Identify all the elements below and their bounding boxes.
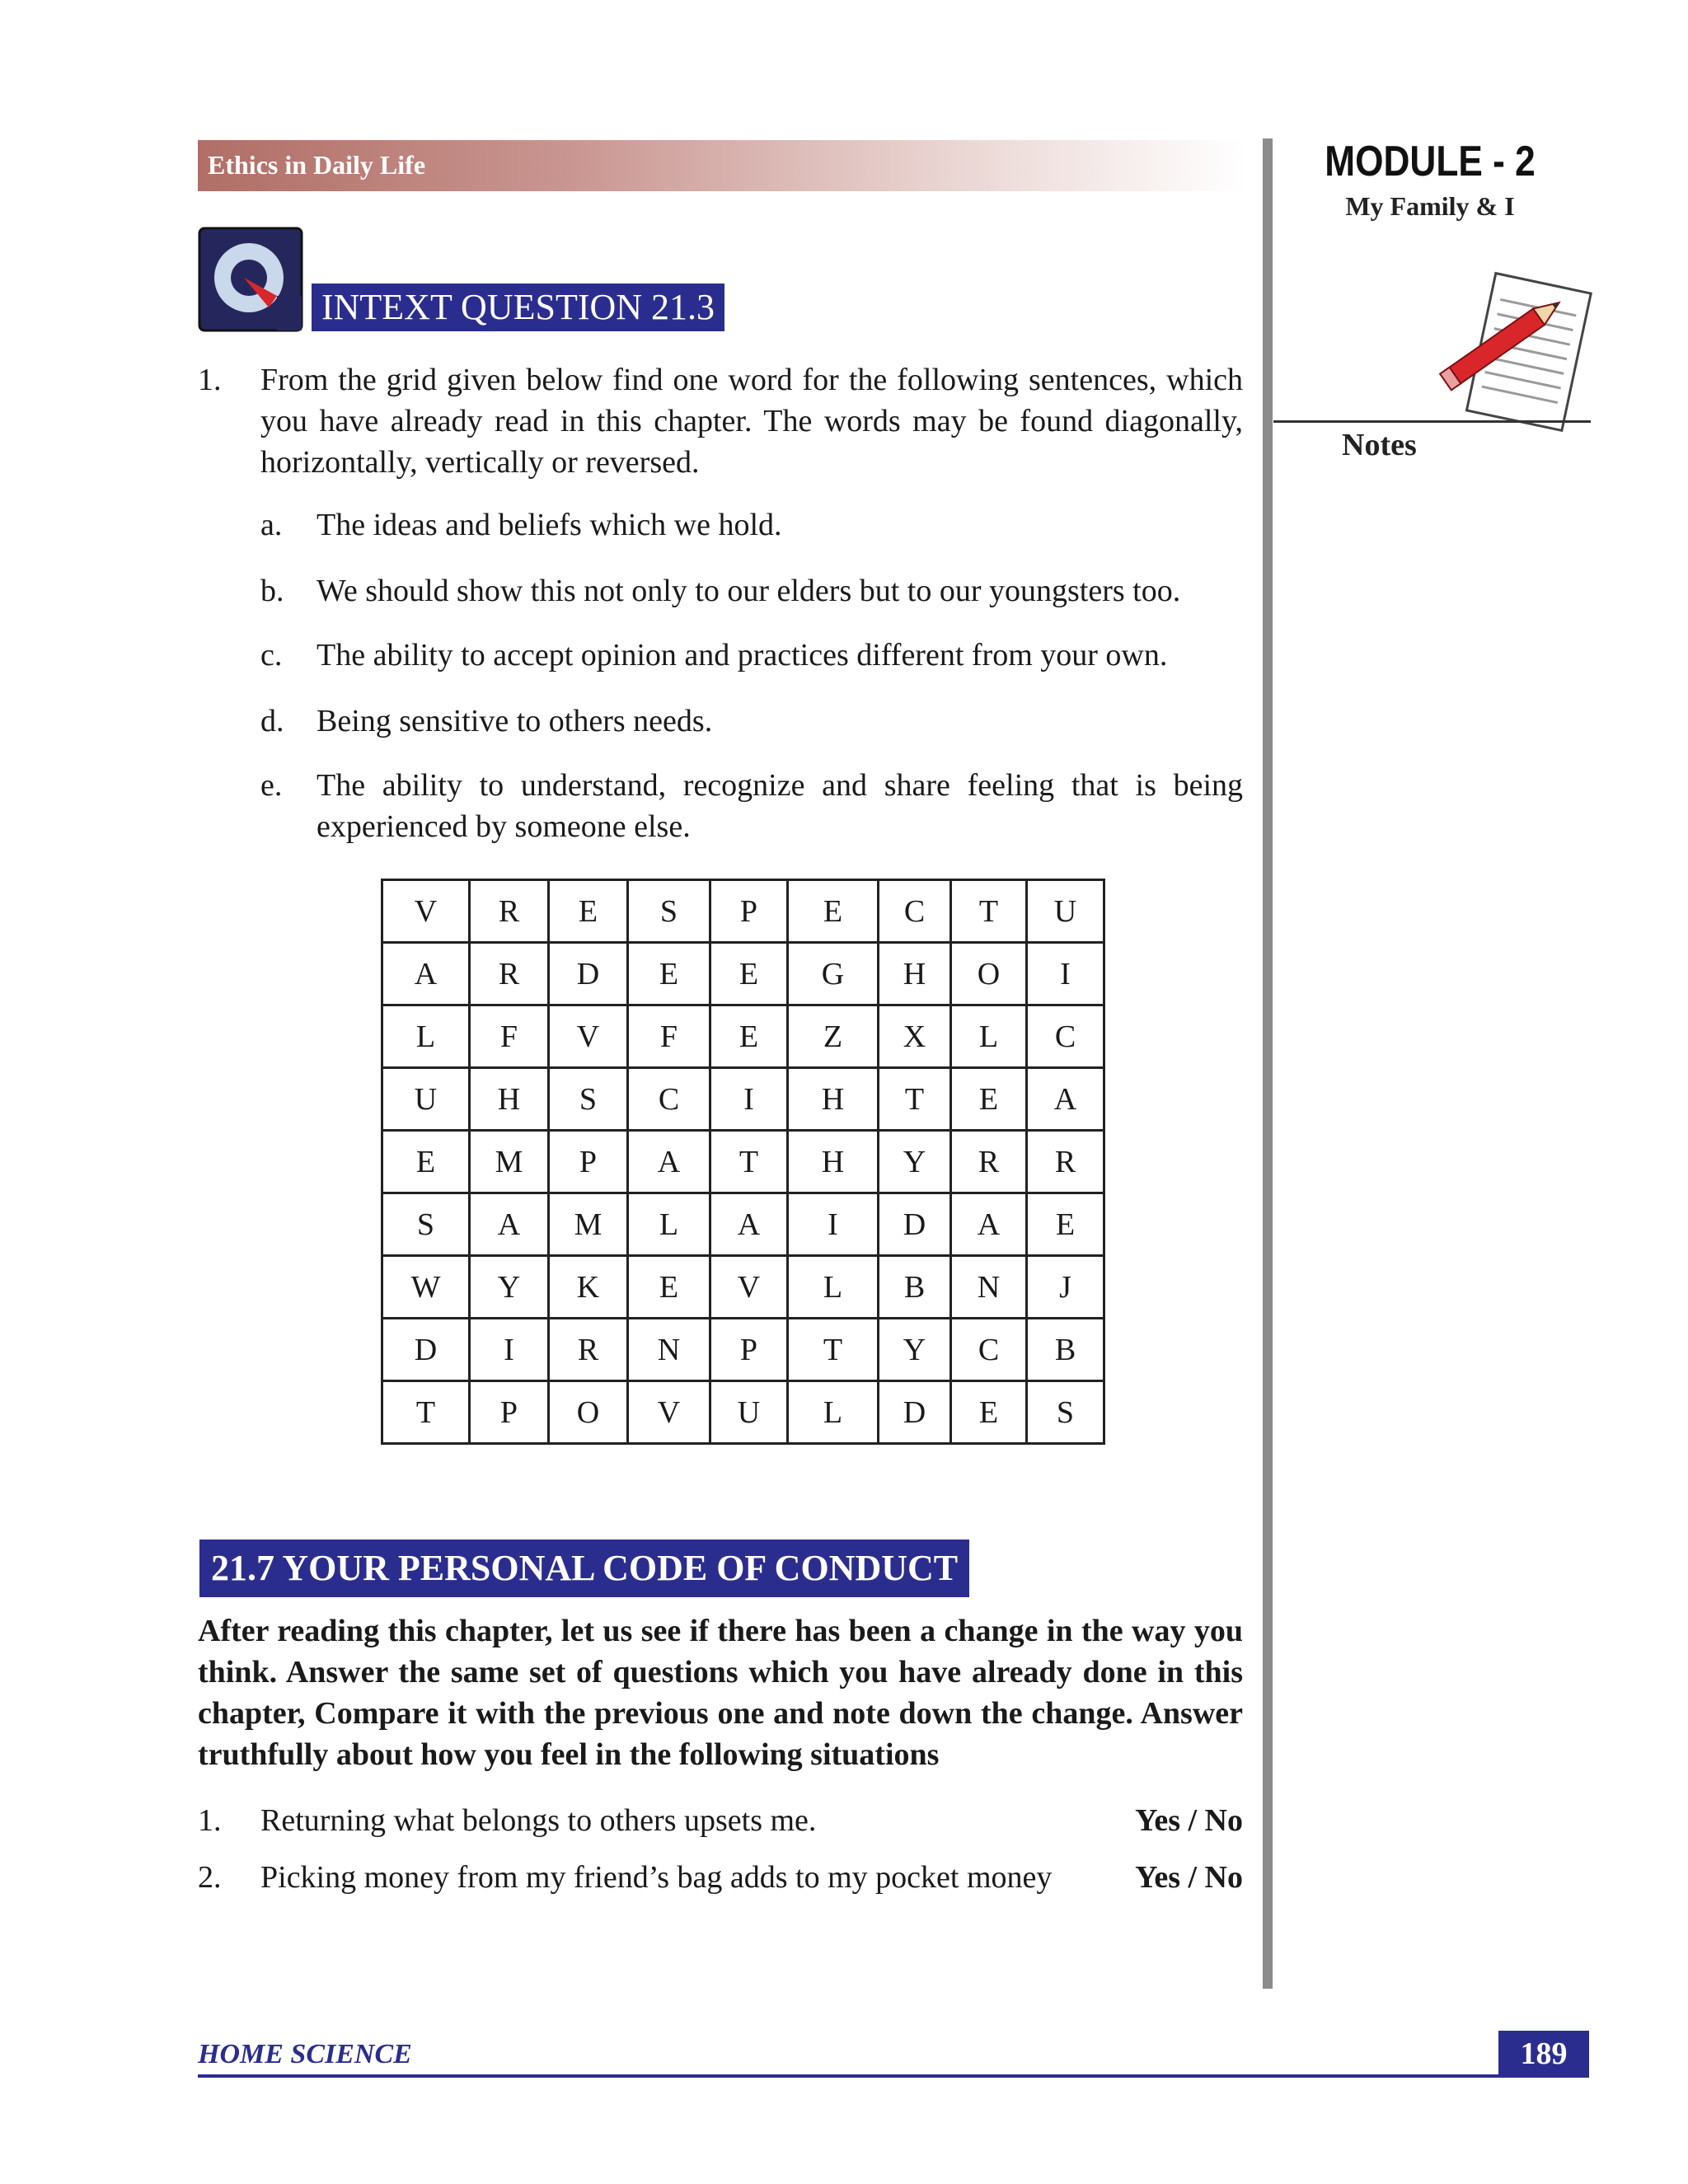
grid-cell: A bbox=[382, 943, 470, 1005]
grid-cell: O bbox=[951, 943, 1027, 1005]
item-letter: c. bbox=[260, 638, 283, 673]
grid-row bbox=[382, 1381, 1104, 1444]
grid-cell: I bbox=[470, 1319, 549, 1381]
grid-cell: M bbox=[470, 1131, 549, 1193]
intext-question-heading: INTEXT QUESTION 21.3 bbox=[312, 284, 724, 331]
grid-cell: D bbox=[549, 943, 628, 1005]
grid-cell: E bbox=[951, 1381, 1027, 1444]
module-title: MODULE - 2 bbox=[1325, 138, 1536, 185]
grid-row bbox=[382, 880, 1104, 943]
grid-cell: C bbox=[1027, 1005, 1104, 1068]
notes-divider bbox=[1273, 420, 1591, 423]
margin-divider bbox=[1263, 138, 1273, 1989]
statement-number: 2. bbox=[198, 1860, 222, 1895]
item-letter: a. bbox=[260, 508, 283, 542]
grid-cell: N bbox=[628, 1319, 710, 1381]
grid-cell: P bbox=[470, 1381, 549, 1444]
grid-cell: H bbox=[879, 943, 951, 1005]
item-text: The ability to accept opinion and practices different from your own. bbox=[316, 638, 1168, 673]
grid-cell: L bbox=[628, 1193, 710, 1256]
word-search-grid bbox=[381, 879, 1105, 1445]
grid-cell: Y bbox=[470, 1256, 549, 1319]
grid-row bbox=[382, 943, 1104, 1005]
grid-cell: A bbox=[710, 1193, 788, 1256]
item-text: We should show this not only to our elders but to our youngsters too. bbox=[316, 574, 1181, 608]
module-subtitle: My Family & I bbox=[1345, 191, 1515, 221]
grid-cell: S bbox=[549, 1068, 628, 1131]
grid-cell: U bbox=[382, 1068, 470, 1131]
grid-cell: R bbox=[549, 1319, 628, 1381]
grid-cell: E bbox=[710, 1005, 788, 1068]
grid-cell: S bbox=[1027, 1381, 1104, 1444]
grid-row bbox=[382, 1319, 1104, 1381]
grid-cell: O bbox=[549, 1381, 628, 1444]
item-letter: d. bbox=[260, 704, 284, 738]
statement-text: Picking money from my friend’s bag adds to my pocket money bbox=[260, 1860, 1053, 1895]
grid-cell: P bbox=[549, 1131, 628, 1193]
grid-row bbox=[382, 1005, 1104, 1068]
section-heading: 21.7 YOUR PERSONAL CODE OF CONDUCT bbox=[199, 1540, 969, 1597]
grid-cell: C bbox=[628, 1068, 710, 1131]
grid-cell: E bbox=[628, 1256, 710, 1319]
grid-cell: E bbox=[951, 1068, 1027, 1131]
grid-cell: I bbox=[1027, 943, 1104, 1005]
grid-cell: E bbox=[382, 1131, 470, 1193]
grid-cell: L bbox=[951, 1005, 1027, 1068]
grid-cell: P bbox=[710, 1319, 788, 1381]
grid-cell: B bbox=[879, 1256, 951, 1319]
item-letter: b. bbox=[260, 574, 284, 608]
grid-cell: D bbox=[879, 1193, 951, 1256]
statement-number: 1. bbox=[198, 1803, 222, 1838]
grid-cell: R bbox=[951, 1131, 1027, 1193]
grid-cell: I bbox=[710, 1068, 788, 1131]
grid-cell: V bbox=[710, 1256, 788, 1319]
grid-cell: L bbox=[788, 1256, 879, 1319]
grid-cell: R bbox=[470, 943, 549, 1005]
grid-cell: H bbox=[788, 1131, 879, 1193]
grid-cell: C bbox=[879, 880, 951, 943]
grid-cell: S bbox=[382, 1193, 470, 1256]
grid-row bbox=[382, 1068, 1104, 1131]
grid-cell: V bbox=[628, 1381, 710, 1444]
grid-cell: J bbox=[1027, 1256, 1104, 1319]
grid-cell: G bbox=[788, 943, 879, 1005]
grid-cell: A bbox=[628, 1131, 710, 1193]
section-intro: After reading this chapter, let us see if there has been a change in the way you think. Answer the same set of questions which you have already done in this chapter, Compare it with the previous one and note down the change. Answer truthfully about how you feel in the following situations bbox=[198, 1614, 1243, 1772]
grid-cell: A bbox=[1027, 1068, 1104, 1131]
grid-cell: V bbox=[549, 1005, 628, 1068]
grid-cell: S bbox=[628, 880, 710, 943]
grid-cell: Y bbox=[879, 1131, 951, 1193]
grid-cell: L bbox=[788, 1381, 879, 1444]
footer-subject: HOME SCIENCE bbox=[198, 2039, 412, 2069]
question-text: From the grid given below find one word for the following sentences, which you have already read in this chapter. The words may be found diagonally, horizontally, vertically or reversed. bbox=[260, 363, 1243, 480]
grid-cell: H bbox=[470, 1068, 549, 1131]
grid-cell: E bbox=[628, 943, 710, 1005]
grid-cell: D bbox=[382, 1319, 470, 1381]
grid-cell: T bbox=[788, 1319, 879, 1381]
grid-cell: K bbox=[549, 1256, 628, 1319]
grid-cell: V bbox=[382, 880, 470, 943]
grid-cell: A bbox=[470, 1193, 549, 1256]
grid-cell: F bbox=[628, 1005, 710, 1068]
question-q-icon bbox=[198, 227, 307, 334]
grid-cell: Y bbox=[879, 1319, 951, 1381]
grid-cell: T bbox=[879, 1068, 951, 1131]
grid-cell: E bbox=[788, 880, 879, 943]
grid-cell: T bbox=[710, 1131, 788, 1193]
question-number: 1. bbox=[198, 363, 222, 397]
grid-cell: U bbox=[1027, 880, 1104, 943]
grid-cell: R bbox=[470, 880, 549, 943]
grid-cell: B bbox=[1027, 1319, 1104, 1381]
item-text: Being sensitive to others needs. bbox=[316, 704, 713, 738]
running-title: Ethics in Daily Life bbox=[208, 150, 426, 180]
item-letter: e. bbox=[260, 768, 283, 803]
grid-row bbox=[382, 1131, 1104, 1193]
grid-cell: N bbox=[951, 1256, 1027, 1319]
grid-cell: L bbox=[382, 1005, 470, 1068]
footer-rule bbox=[198, 2074, 1589, 2078]
item-text: The ability to understand, recognize and share feeling that is being experienced by someone else. bbox=[316, 768, 1243, 844]
grid-cell: E bbox=[1027, 1193, 1104, 1256]
grid-cell: W bbox=[382, 1256, 470, 1319]
grid-cell: U bbox=[710, 1381, 788, 1444]
notes-label: Notes bbox=[1342, 428, 1417, 462]
grid-cell: I bbox=[788, 1193, 879, 1256]
grid-cell: H bbox=[788, 1068, 879, 1131]
grid-cell: C bbox=[951, 1319, 1027, 1381]
grid-cell: M bbox=[549, 1193, 628, 1256]
grid-cell: Z bbox=[788, 1005, 879, 1068]
grid-cell: D bbox=[879, 1381, 951, 1444]
grid-cell: E bbox=[710, 943, 788, 1005]
grid-cell: R bbox=[1027, 1131, 1104, 1193]
grid-cell: T bbox=[951, 880, 1027, 943]
notepad-pencil-icon bbox=[1430, 264, 1595, 453]
grid-cell: A bbox=[951, 1193, 1027, 1256]
page-number: 189 bbox=[1498, 2031, 1589, 2077]
item-text: The ideas and beliefs which we hold. bbox=[316, 508, 782, 542]
grid-cell: F bbox=[470, 1005, 549, 1068]
grid-cell: P bbox=[710, 880, 788, 943]
grid-cell: E bbox=[549, 880, 628, 943]
grid-row bbox=[382, 1193, 1104, 1256]
yes-no-answer: Yes / No bbox=[1135, 1803, 1243, 1838]
grid-cell: T bbox=[382, 1381, 470, 1444]
grid-row bbox=[382, 1256, 1104, 1319]
yes-no-answer: Yes / No bbox=[1135, 1860, 1243, 1895]
grid-cell: X bbox=[879, 1005, 951, 1068]
statement-text: Returning what belongs to others upsets me. bbox=[260, 1803, 817, 1838]
